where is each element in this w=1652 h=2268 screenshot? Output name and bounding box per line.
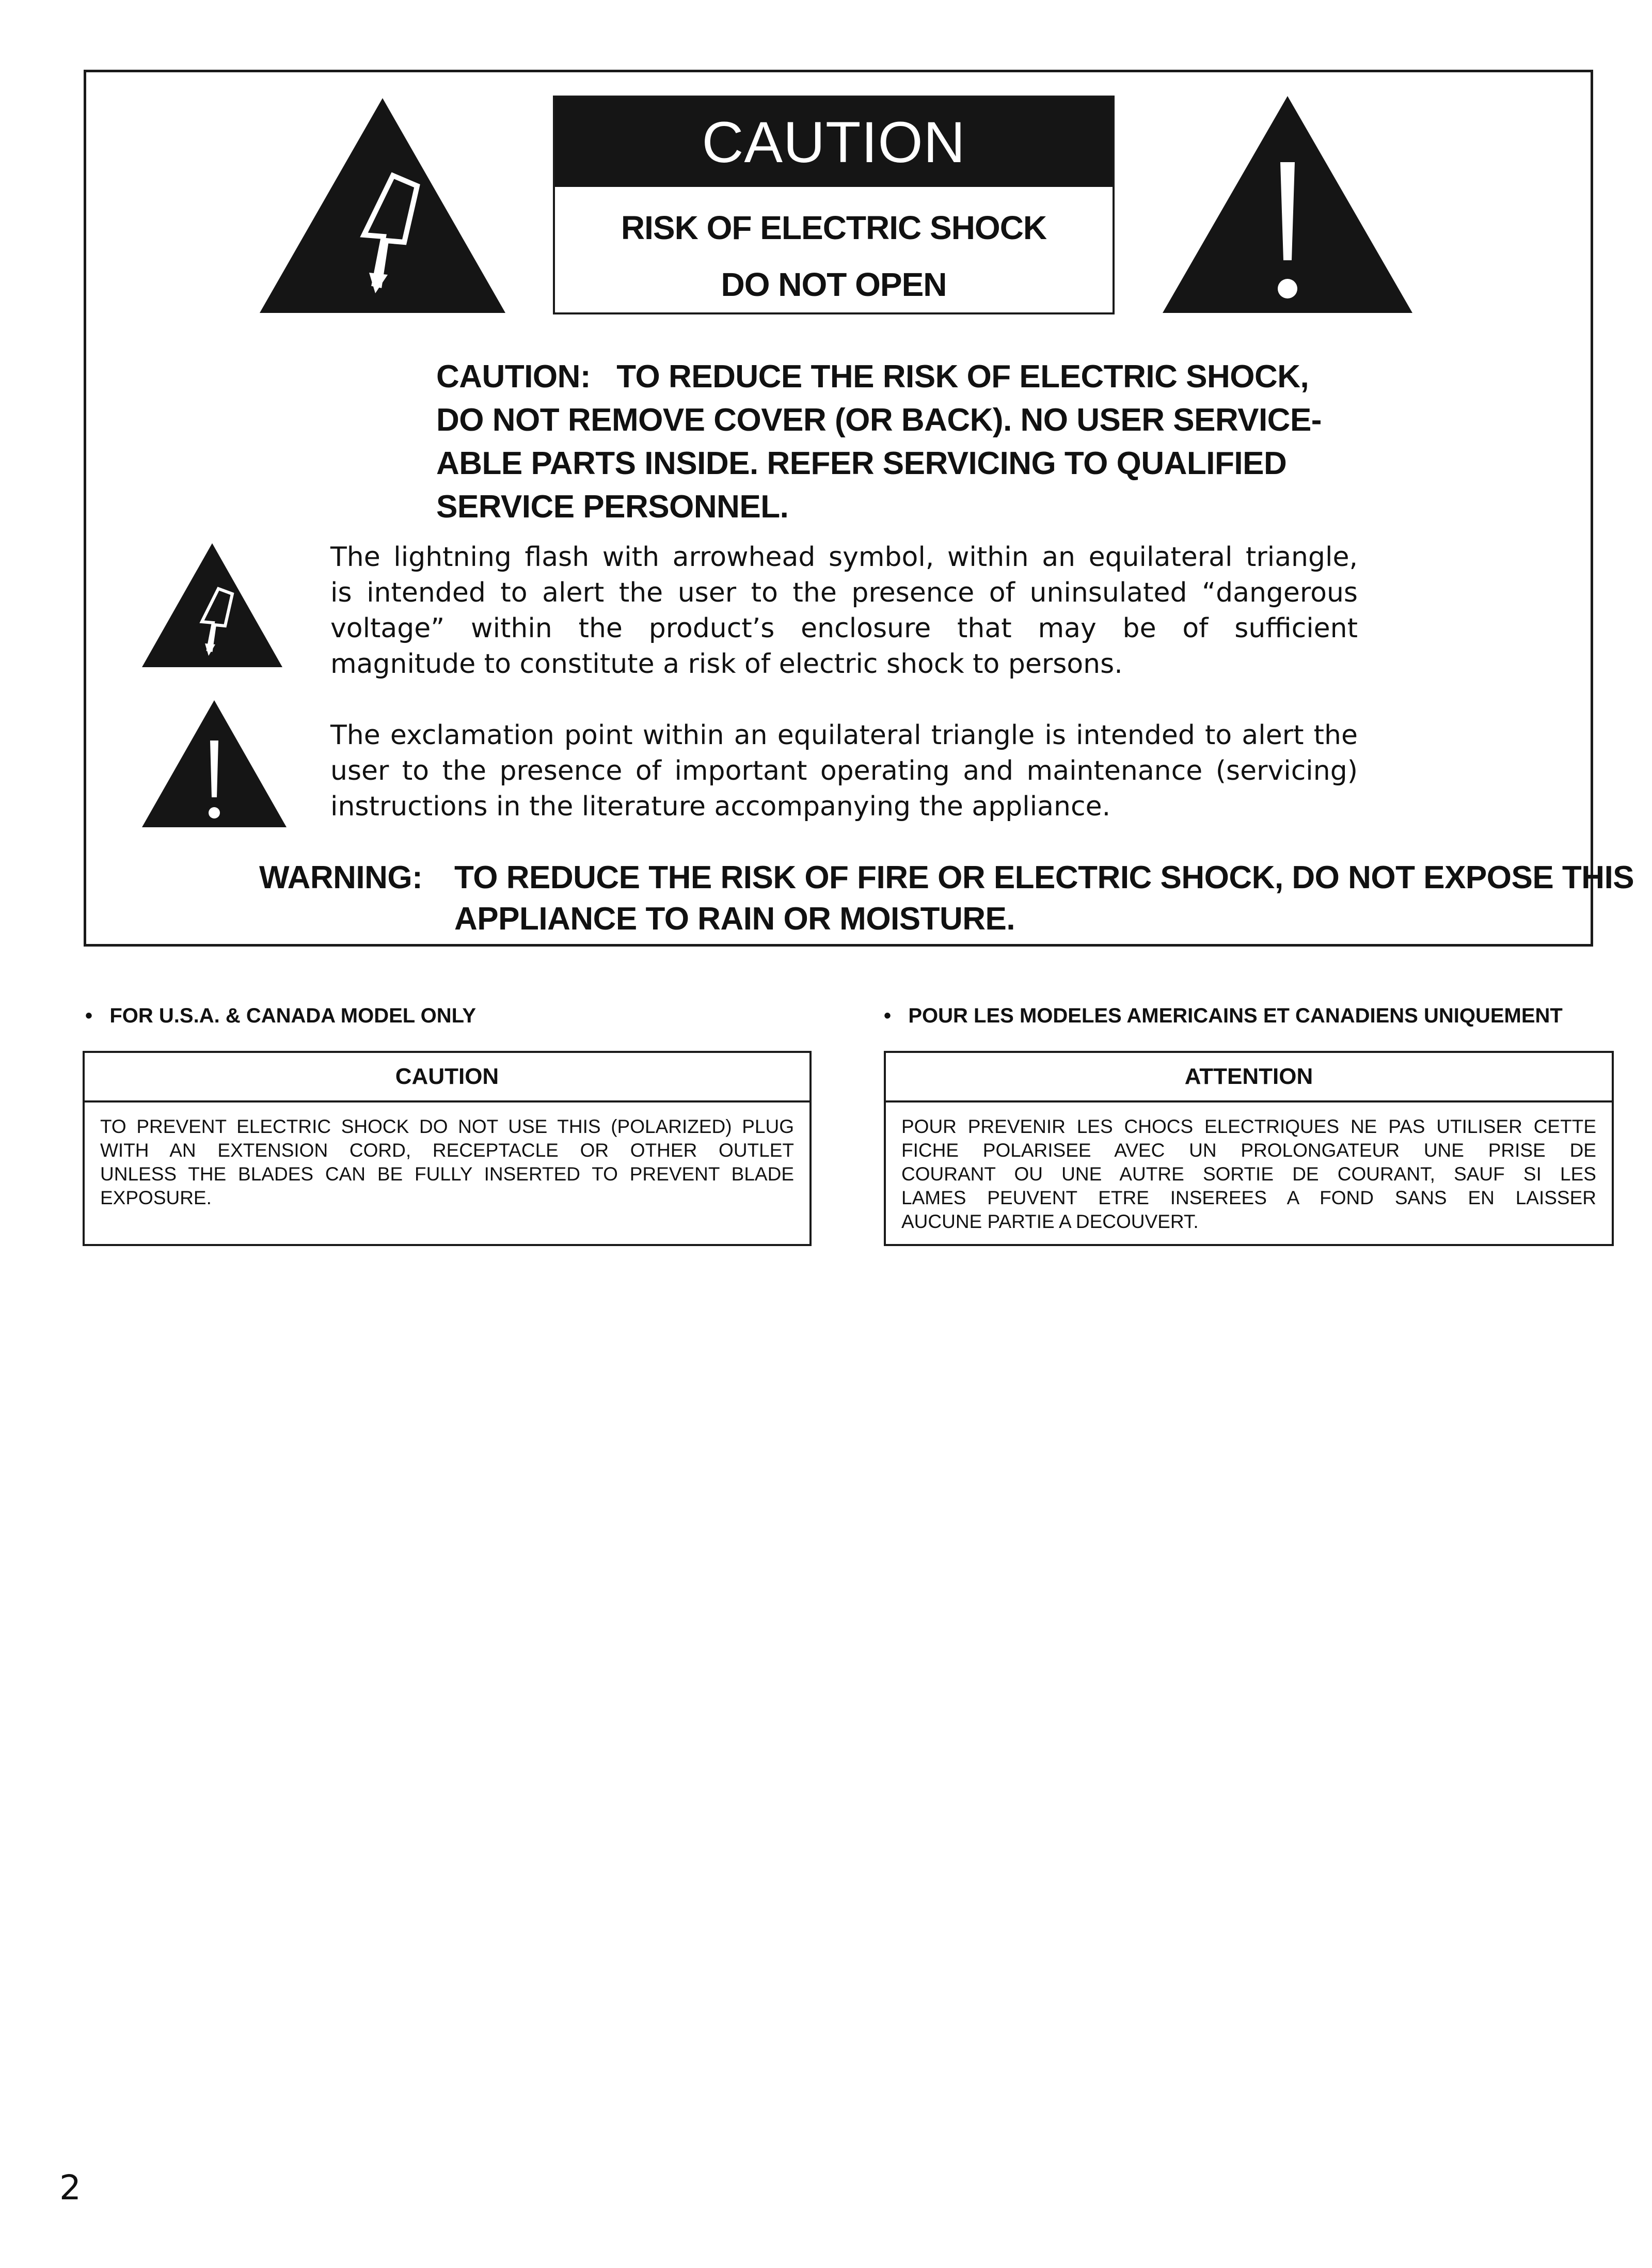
paragraph-line: The exclamation point within an equilateral triangle is intended to alert the [330, 720, 1358, 751]
notice-fr-heading [884, 1004, 1563, 1028]
notice-line: UNLESS THE BLADES CAN BE FULLY INSERTED TO PREVENT BLADE [100, 1163, 794, 1185]
notice-en-text [100, 1115, 794, 1210]
bullet: • [85, 1004, 93, 1027]
notice-en-title: CAUTION [85, 1053, 809, 1102]
notice-fr-box [884, 1051, 1614, 1246]
paragraph-line: is intended to alert the user to the presence of uninsulated “dangerous [330, 577, 1358, 608]
lightning-explanation [330, 540, 1358, 682]
paragraph-line: instructions in the literature accompanying the appliance. [330, 791, 1111, 822]
caution-label-line-2: DO NOT OPEN [721, 266, 947, 303]
caution-label-title: CAUTION [555, 98, 1113, 187]
warning-line: APPLIANCE TO RAIN OR MOISTURE. [454, 901, 1015, 937]
notice-fr-title: ATTENTION [886, 1053, 1612, 1102]
notice-line: LAMES PEUVENT ETRE INSEREES A FOND SANS EN LAISSER [901, 1187, 1596, 1208]
lightning-triangle-icon [260, 98, 505, 313]
caution-statement-line: TO REDUCE THE RISK OF ELECTRIC SHOCK, [616, 359, 1309, 395]
notice-en-heading [85, 1004, 476, 1028]
notice-line: COURANT OU UNE AUTRE SORTIE DE COURANT, SAUF SI LES [901, 1163, 1596, 1185]
notice-fr-text [901, 1115, 1596, 1234]
exclamation-explanation [330, 718, 1358, 825]
bullet: • [884, 1004, 892, 1027]
caution-statement-line: SERVICE PERSONNEL. [436, 489, 789, 525]
caution-statement-line: ABLE PARTS INSIDE. REFER SERVICING TO QUALIFIED [436, 446, 1287, 481]
notice-fr-heading-text: POUR LES MODELES AMERICAINS ET CANADIENS UNIQUEMENT [908, 1004, 1563, 1027]
caution-label-line-1: RISK OF ELECTRIC SHOCK [621, 209, 1047, 246]
paragraph-line: voltage” within the product’s enclosure that may be of sufficient [330, 613, 1358, 644]
lightning-triangle-icon [142, 543, 282, 667]
paragraph-line: The lightning flash with arrowhead symbol, within an equilateral triangle, [330, 542, 1358, 573]
notice-line: TO PREVENT ELECTRIC SHOCK DO NOT USE THIS (POLARIZED) PLUG [100, 1116, 794, 1137]
notice-en-heading-text: FOR U.S.A. & CANADA MODEL ONLY [109, 1004, 476, 1027]
notice-line: POUR PREVENIR LES CHOCS ELECTRIQUES NE PAS UTILISER CETTE [901, 1116, 1596, 1137]
caution-statement-lead: CAUTION: [436, 359, 591, 395]
notice-line: EXPOSURE. [100, 1187, 212, 1208]
notice-line: WITH AN EXTENSION CORD, RECEPTACLE OR OTHER OUTLET [100, 1140, 794, 1161]
caution-statement [436, 355, 1322, 529]
warning-lead: WARNING: [259, 860, 423, 895]
notice-line: FICHE POLARISEE AVEC UN PROLONGATEUR UNE PRISE DE [901, 1140, 1596, 1161]
warning-line: TO REDUCE THE RISK OF FIRE OR ELECTRIC SHOCK, DO NOT EXPOSE THIS [454, 860, 1634, 895]
caution-label [553, 96, 1115, 314]
warning-text [454, 857, 1634, 940]
page-number: 2 [59, 2168, 81, 2208]
notice-en-box [83, 1051, 812, 1246]
paragraph-line: user to the presence of important operating and maintenance (servicing) [330, 755, 1358, 786]
caution-statement-line: DO NOT REMOVE COVER (OR BACK). NO USER SERVICE- [436, 402, 1322, 438]
paragraph-line: magnitude to constitute a risk of electric shock to persons. [330, 649, 1123, 680]
exclamation-triangle-icon [142, 700, 287, 827]
exclamation-triangle-icon [1163, 96, 1412, 313]
notice-line: AUCUNE PARTIE A DECOUVERT. [901, 1211, 1199, 1232]
